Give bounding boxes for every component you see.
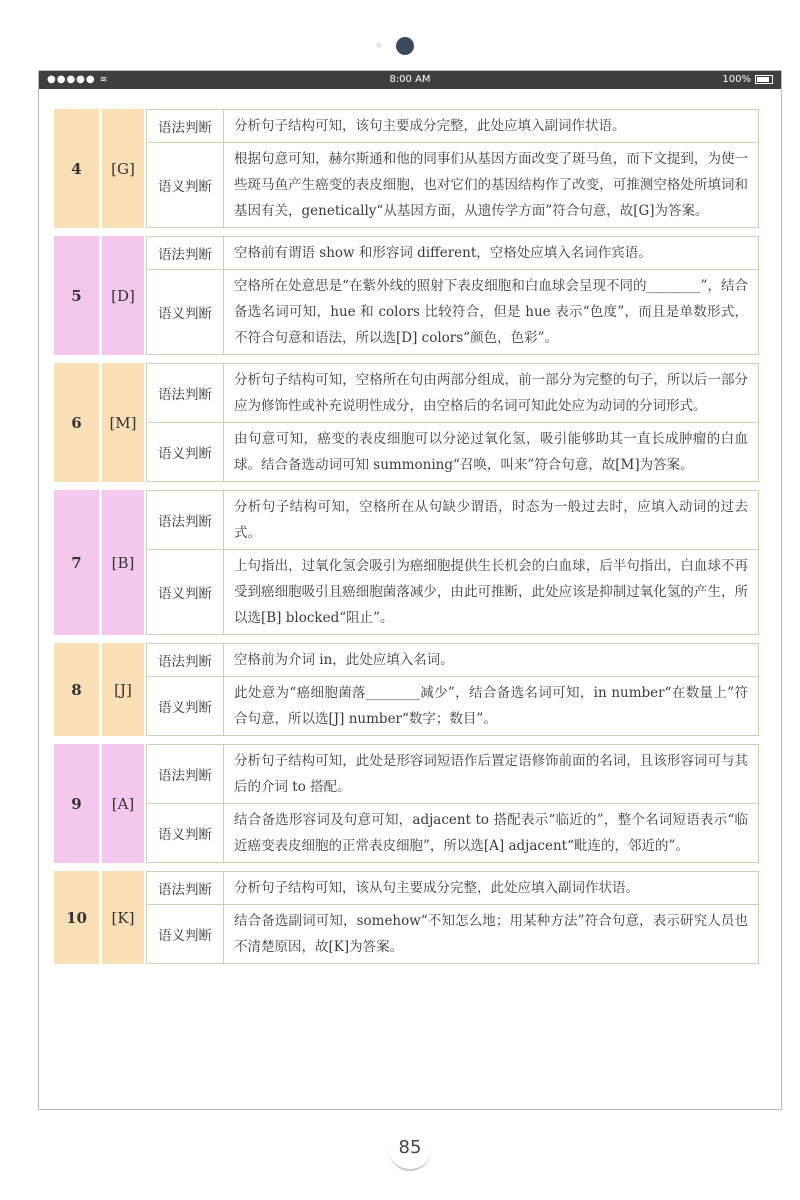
question-number: 9 — [54, 744, 99, 863]
grammar-text: 分析句子结构可知，该句主要成分完整，此处应填入副词作状语。 — [234, 118, 626, 134]
question-group — [54, 236, 759, 355]
grammar-label: 语法判断 — [147, 872, 224, 904]
grammar-text: 空格前有谓语 show 和形容词 different，空格处应填入名词作宾语。 — [234, 245, 652, 261]
semantic-text: 此处意为“癌细胞菌落________减少”，结合备选名词可知，in number“在数量上”符合句意，所以选[J] number“数字；数目”。 — [234, 685, 748, 727]
analysis-rows — [146, 643, 759, 736]
battery-icon — [755, 75, 773, 84]
analysis-rows — [146, 236, 759, 355]
semantic-row — [146, 142, 759, 228]
answer-letter: [A] — [102, 744, 144, 863]
semantic-row — [146, 803, 759, 863]
signal-icon: ●●●●● ≋ — [47, 74, 109, 85]
battery-status — [722, 74, 773, 85]
grammar-row — [146, 236, 759, 270]
grammar-row — [146, 109, 759, 143]
grammar-text: 分析句子结构可知，空格所在句由两部分组成，前一部分为完整的句子，所以后一部分应为修饰性或补充说明性成分，由空格后的名词可知此处应为动词的分词形式。 — [234, 372, 748, 414]
semantic-row — [146, 904, 759, 964]
question-number: 10 — [54, 871, 99, 964]
semantic-row — [146, 269, 759, 355]
question-group — [54, 109, 759, 228]
question-group — [54, 363, 759, 482]
grammar-text: 空格前为介词 in，此处应填入名词。 — [234, 652, 454, 668]
semantic-row — [146, 549, 759, 635]
grammar-label: 语法判断 — [147, 745, 224, 803]
grammar-label: 语法判断 — [147, 237, 224, 269]
grammar-label: 语法判断 — [147, 644, 224, 676]
semantic-row — [146, 676, 759, 736]
semantic-label: 语义判断 — [147, 677, 224, 735]
analysis-rows — [146, 109, 759, 228]
question-number: 6 — [54, 363, 99, 482]
semantic-text: 结合备选副词可知，somehow“不知怎么地；用某种方法”符合句意，表示研究人员也不清楚原因，故[K]为答案。 — [234, 913, 748, 955]
answer-letter: [K] — [102, 871, 144, 964]
analysis-rows — [146, 363, 759, 482]
answer-letter: [B] — [102, 490, 144, 635]
question-group — [54, 744, 759, 863]
grammar-text: 分析句子结构可知，空格所在从句缺少谓语，时态为一般过去时，应填入动词的过去式。 — [234, 499, 748, 541]
question-group — [54, 643, 759, 736]
question-group — [54, 871, 759, 964]
semantic-text: 空格所在处意思是“在紫外线的照射下表皮细胞和白血球会呈现不同的________”，结合备选名词可知，hue 和 colors 比较符合，但是 hue 表示“色度”，而且是单数形式，不符合句意和语法，所以选[D] colors“颜色，色彩”。 — [234, 278, 748, 346]
answer-letter: [M] — [102, 363, 144, 482]
tablet-frame — [38, 70, 782, 1110]
grammar-label: 语法判断 — [147, 491, 224, 549]
semantic-label: 语义判断 — [147, 143, 224, 227]
grammar-row — [146, 744, 759, 804]
semantic-text: 上句指出，过氧化氢会吸引为癌细胞提供生长机会的白血球，后半句指出，白血球不再受到癌细胞吸引且癌细胞菌落减少，由此可推断，此处应该是抑制过氧化氢的产生，所以选[B] blocked“阻止”。 — [234, 558, 748, 626]
wifi-icon: ≋ — [99, 75, 109, 85]
grammar-label: 语法判断 — [147, 110, 224, 142]
semantic-label: 语义判断 — [147, 905, 224, 963]
grammar-text: 分析句子结构可知，此处是形容词短语作后置定语修饰前面的名词，且该形容词可与其后的介词 to 搭配。 — [234, 753, 748, 795]
sensor-dot — [376, 42, 382, 48]
answer-letter: [J] — [102, 643, 144, 736]
grammar-text: 分析句子结构可知，该从句主要成分完整，此处应填入副词作状语。 — [234, 880, 639, 896]
battery-percent: 100% — [722, 74, 751, 85]
question-number: 8 — [54, 643, 99, 736]
semantic-label: 语义判断 — [147, 550, 224, 634]
question-group — [54, 490, 759, 635]
answer-letter: [G] — [102, 109, 144, 228]
status-time: 8:00 AM — [389, 74, 431, 85]
question-number: 7 — [54, 490, 99, 635]
semantic-label: 语义判断 — [147, 270, 224, 354]
grammar-row — [146, 363, 759, 423]
semantic-label: 语义判断 — [147, 423, 224, 481]
analysis-rows — [146, 744, 759, 863]
camera-icon — [396, 37, 414, 55]
grammar-row — [146, 490, 759, 550]
semantic-label: 语义判断 — [147, 804, 224, 862]
page-number: 85 — [388, 1125, 432, 1171]
semantic-text: 根据句意可知，赫尔斯通和他的同事们从基因方面改变了斑马鱼，而下文提到，为使一些斑马鱼产生癌变的表皮细胞，也对它们的基因结构作了改变，可推测空格处所填词和基因有关，genetically“从基因方面，从遗传学方面”符合句意，故[G]为答案。 — [234, 151, 748, 219]
answer-letter: [D] — [102, 236, 144, 355]
answer-analysis-table — [54, 109, 759, 972]
analysis-rows — [146, 490, 759, 635]
grammar-row — [146, 871, 759, 905]
question-number: 5 — [54, 236, 99, 355]
grammar-label: 语法判断 — [147, 364, 224, 422]
semantic-row — [146, 422, 759, 482]
analysis-rows — [146, 871, 759, 964]
grammar-row — [146, 643, 759, 677]
question-number: 4 — [54, 109, 99, 228]
semantic-text: 结合备选形容词及句意可知，adjacent to 搭配表示“临近的”，整个名词短语表示“临近癌变表皮细胞的正常表皮细胞”，所以选[A] adjacent“毗连的，邻近的”。 — [234, 812, 748, 854]
semantic-text: 由句意可知，癌变的表皮细胞可以分泌过氧化氢，吸引能够助其一直长成肿瘤的白血球。结合备选动词可知 summoning“召唤，叫来”符合句意，故[M]为答案。 — [234, 431, 748, 473]
status-bar — [39, 71, 781, 89]
